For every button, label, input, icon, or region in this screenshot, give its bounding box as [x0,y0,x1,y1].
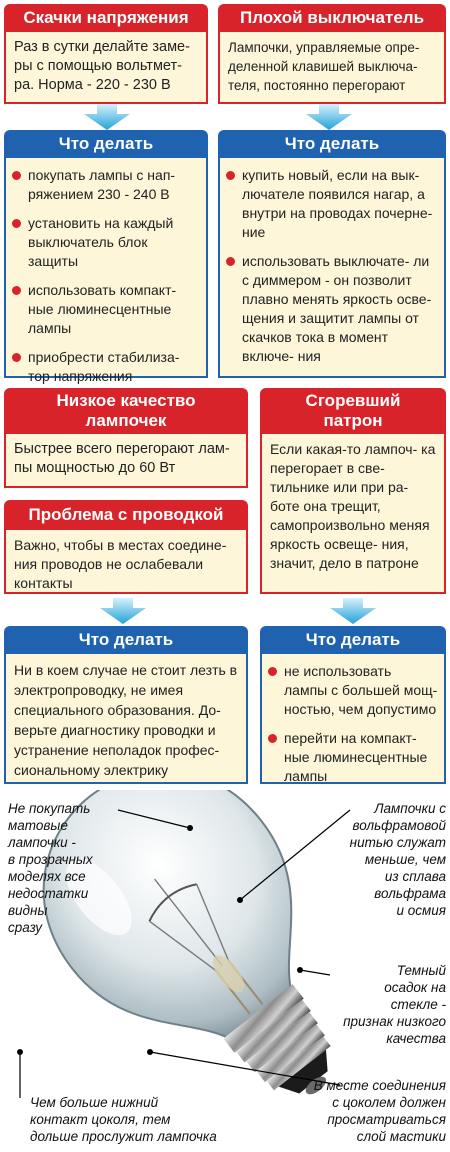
bad-switch-panel [218,4,446,104]
down-arrow-icon [306,104,352,130]
voltage-spikes-title: Скачки напряжения [4,4,208,32]
tungsten-caption: Лампочки с вольфрамовой нитью служат меньше, чем из сплава вольфрама и осмия [349,801,446,918]
matte-bulb-caption: Не покупать матовые лампочки - в прозрачных моделях все недостатки видны сразу [8,801,93,935]
advice-item: использовать выключате- ли с диммером - он позволит плавно менять яркость осве- щения и защитит лампы от скачков тока в момент включе- ния [226,252,438,366]
wiring-problem-panel [4,500,248,594]
burnt-socket-panel [260,388,446,594]
voltage-spikes-panel [4,4,208,104]
what-to-do-panel-3 [4,626,248,784]
deposit-caption: Темный осадок на стекле - признак низкого качества [343,963,446,1046]
wiring-problem-body: Важно, чтобы в местах соедине- ния проводов не ослабевали контакты [4,530,248,594]
burnt-socket-title: Сгоревший патрон [260,388,446,434]
down-arrow-icon [100,598,146,624]
bad-switch-body: Лампочки, управляемые опре- деленной клавишей выключа- теля, постоянно перегорают [218,32,446,104]
low-quality-title: Низкое качество лампочек [4,388,248,434]
down-arrow-icon [84,104,130,130]
advice-item: купить новый, если на вык- лючателе появился нагар, а внутри на проводах почерне- ние [226,166,438,242]
what-to-do-panel-1 [4,130,208,384]
advice-item: перейти на компакт- ные люминесцентные лампы [268,729,438,786]
what-to-do-panel-4 [260,626,446,784]
bad-switch-title: Плохой выключатель [218,4,446,32]
what-to-do-body-1 [4,158,208,384]
what-to-do-title-4: Что делать [260,626,446,654]
low-quality-body: Быстрее всего перегорают лам- пы мощностью до 60 Вт [4,434,248,488]
burnt-socket-body: Если какая-то лампоч- ка перегорает в све- тильнике или при ра- боте она трещит, самопроизвольно меняя яркость освеще- ния, значит, дело в патроне [260,434,446,594]
advice-item: использовать компакт- ные люминесцентные лампы [12,281,200,338]
advice-item: приобрести стабилиза- тор напряжения [12,348,200,386]
advice-item: установить на каждый выключатель блок защиты [12,214,200,271]
what-to-do-body-4 [260,654,446,784]
voltage-spikes-body: Раз в сутки делайте заме- ры с помощью вольтмет- ра. Норма - 220 - 230 В [4,32,208,104]
what-to-do-title-3: Что делать [4,626,248,654]
what-to-do-title-1: Что делать [4,130,208,158]
what-to-do-body-2 [218,158,446,378]
joint-caption: В месте соединения с цоколем должен просматриваться слой мастики [313,1078,446,1144]
caption-pointer-lines [0,790,450,1152]
what-to-do-title-2: Что делать [218,130,446,158]
advice-item: покупать лампы с нап- ряжением 230 - 240 В [12,166,200,204]
advice-item: не использовать лампы с большей мощ- ностью, чем допустимо [268,662,438,719]
contact-caption: Чем больше нижний контакт цоколя, тем дольше прослужит лампочка [30,1095,217,1144]
what-to-do-panel-2 [218,130,446,378]
low-quality-panel [4,388,248,488]
what-to-do-body-3: Ни в коем случае не стоит лезть в электропроводку, не имея специального образования. До- верьте диагностику проводки и устранение неполадок профес- сиональному электрику [4,654,248,784]
wiring-problem-title: Проблема с проводкой [4,500,248,530]
down-arrow-icon [330,598,376,624]
